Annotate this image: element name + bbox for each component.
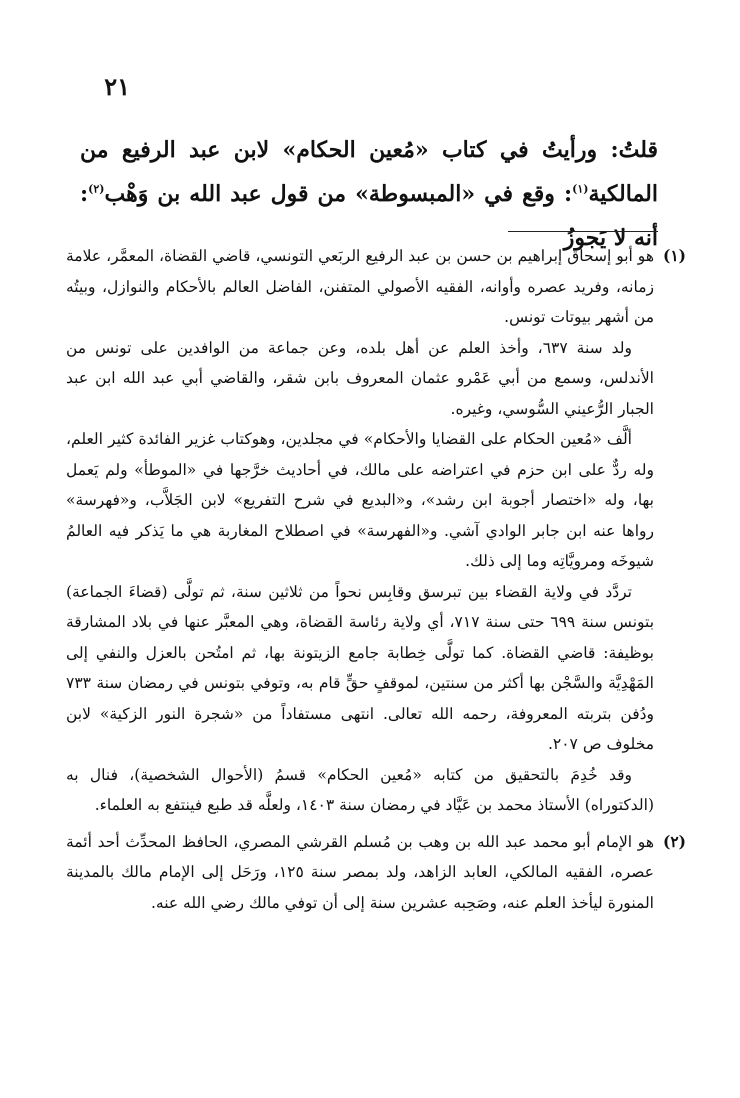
main-line-2a: المالكية: [588, 181, 658, 207]
main-line-2c: : أنه لا يَجوزُ: [80, 181, 658, 251]
footnote-paragraph: تردَّد في ولاية القضاء بين تبرسق وقابِس نحواً من ثلاثين سنة، ثم تولَّى (قضاءَ الجماعة) بتونس سنة ٦٩٩ حتى سنة ٧١٧، أي ولاية رئاسة القضاة، وهي المعبَّر عنها في بلاد المشارقة بوظيفة: قاضي القضاة. كما تولَّى خِطابة جامع الزيتونة بها، ثم امتُحن بالعزل والنفي إلى المَهْدِيَّة والسَّجْن بها أكثر من سنتين، لموقفٍ حقٍّ قام به، وتوفي بتونس في رمضان سنة ٧٣٣ ودُفن بتربته المعروفة، رحمه الله تعالى. انتهى مستفاداً من «شجرة النور الزكية» لابن مخلوف ص ٢٠٧.: [66, 582, 655, 753]
footnote-paragraph: ألَّف «مُعين الحكام على القضايا والأحكام» في مجلدين، وهوكتاب غزير الفائدة كثير العلم، وله ردٌّ على ابن حزم في اعتراضه على مالك، في أحاديث خرَّجها في «الموطأ» ولم يَعمل بها، وله «اختصار أجوبة ابن رشد»، و«البديع في شرح التفريع» لابن الجَلاَّب، و«فهرسة» رواها عنه ابن جابر الوادي آشي. و«الفهرسة» في اصطلاح المغاربة هي ما يَذكر فيه العالمُ شيوخَه ومرويَّاتِه وما إلى ذلك.: [66, 430, 654, 570]
footnote-paragraph: وقد خُدِمَ بالتحقيق من كتابه «مُعين الحكام» قسمُ (الأحوال الشخصية)، فنال به (الدكتوراه) الأستاذ محمد بن عَيَّاد في رمضان سنة ١٤٠٣، ولعلَّه قد طبع فينتفع به العلماء.: [66, 765, 654, 814]
footnote-number: (١): [662, 246, 686, 265]
footnote-number: (٢): [662, 831, 686, 851]
footnote-ref-1[interactable]: (١): [572, 182, 589, 196]
footnotes: [66, 241, 686, 918]
footnote-2: [66, 827, 686, 919]
main-line-2b: : وقع في «المبسوطة» من قول عبد الله بن وَهْب: [104, 181, 573, 207]
page-number: ٢١: [104, 72, 130, 101]
main-line-1: قلتُ: ورأيتُ في كتاب «مُعين الحكام» لابن عبد الرفيع من: [80, 137, 658, 163]
footnote-paragraph: ولد سنة ٦٣٧، وأخذ العلم عن أهل بلده، وعن جماعة من الوافدين على تونس من الأندلس، وسمع من أبي عَمْرو عثمان المعروف بابن شقر، والقاضي أبي عبد الله ابن عبد الجبار الرُّعيني السُّوسي، وغيره.: [66, 338, 654, 418]
footnote-ref-2[interactable]: (٢): [88, 182, 105, 196]
footnote-1: [66, 241, 686, 821]
footnote-divider: [508, 231, 658, 232]
footnote-paragraph: هو أبو إسحاق إبراهيم بن حسن بن عبد الرفيع الربَعي التونسي، قاضي القضاة، المعمَّر، علامة زمانه، وفريد عصره وأوانه، الفقيه الأصولي المتفنن، الفاضل العالم بالأحكام والنوازل، وبيتُه من أشهر بيوتات تونس.: [66, 247, 654, 326]
footnote-paragraph: هو الإمام أبو محمد عبد الله بن وهب بن مُسلم القرشي المصري، الحافظ المحدِّث أحد أئمة عصره، الفقيه المالكي، العابد الزاهد، ولد بمصر سنة ١٢٥، ورَحَل إلى الإمام مالك بالمدينة المنورة ليأخذ العلم عنه، وصَحِبه عشرين سنة إلى أن توفي مالك رضي الله عنه.: [66, 832, 654, 912]
